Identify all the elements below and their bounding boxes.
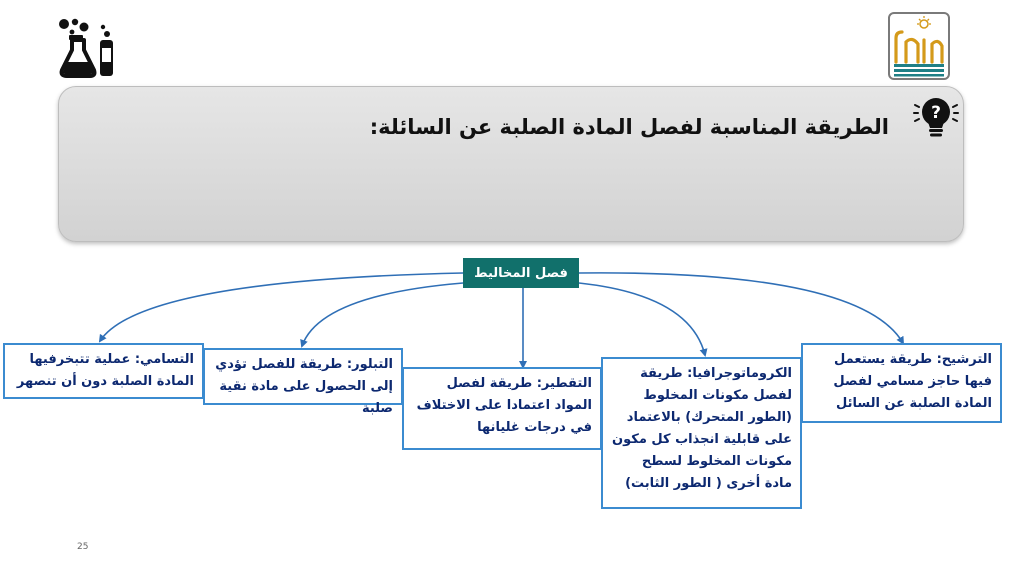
node-chromatography: الكروماتوجرافيا: طريقة لفصل مكونات المخلوط (الطور المتحرك) بالاعتماد على قابلية انجذاب كل مكون مكونات المخلوط لسطح مادة أخرى ( الطور الثابت) (601, 357, 802, 509)
svg-text:?: ? (931, 103, 941, 123)
connector-to-crystallization (302, 283, 463, 346)
node-crystallization: التبلور: طريقة للفصل تؤدي إلى الحصول على مادة نقية صلبة (203, 348, 403, 405)
connector-to-sublimation (100, 273, 463, 341)
root-node-separation: فصل المخاليط (463, 258, 579, 288)
question-text: الطريقة المناسبة لفصل المادة الصلبة عن السائلة: (369, 115, 889, 139)
node-distillation: التقطير: طريقة لفصل المواد اعتمادا على الاختلاف في درجات غليانها (402, 367, 602, 450)
connector-to-chromatography (579, 283, 705, 355)
connector-to-filtration (579, 273, 903, 343)
page-number: 25 (77, 542, 89, 552)
node-sublimation: التسامي: عملية تتبخرفيها المادة الصلبة دون أن تنصهر (3, 343, 204, 399)
node-filtration: الترشيح: طريقة يستعمل فيها حاجز مسامي لفصل المادة الصلبة عن السائل (801, 343, 1002, 423)
